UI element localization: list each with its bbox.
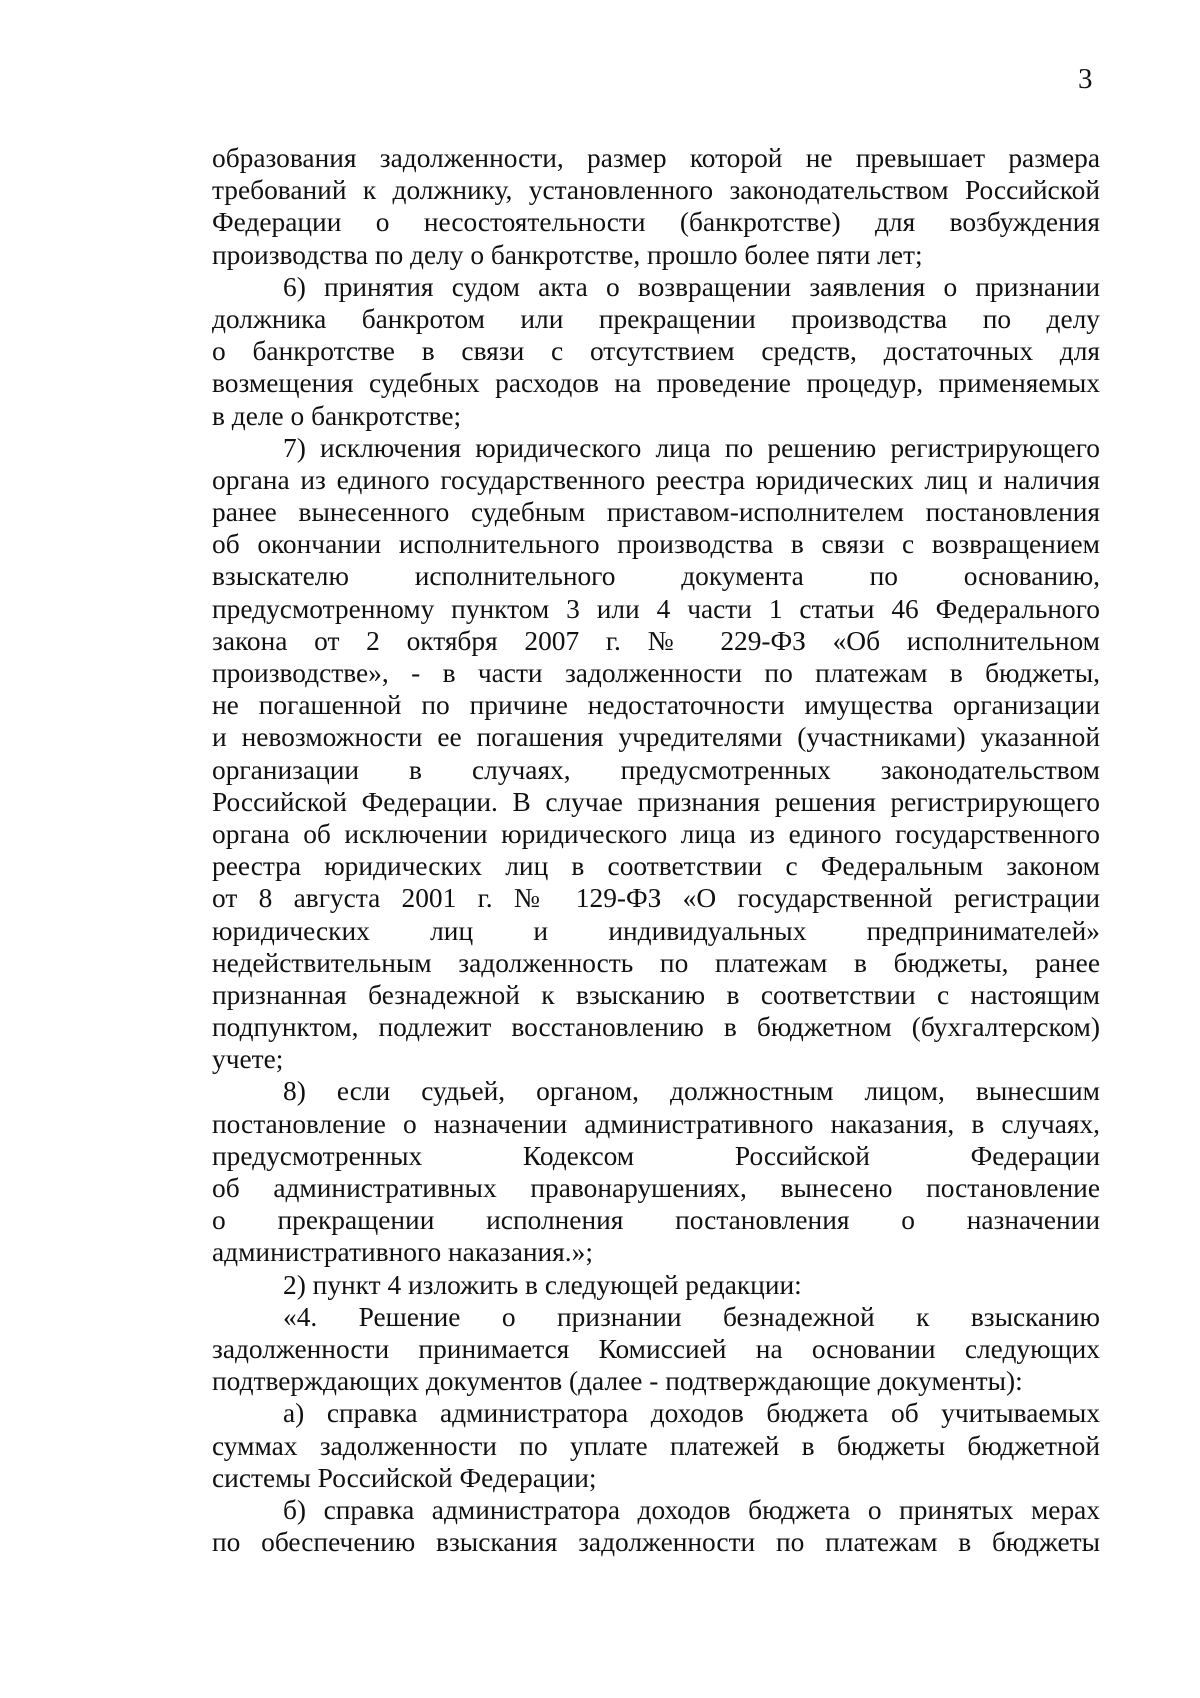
text-line: об окончании исполнительного производства в связи с возвращением	[212, 529, 1100, 560]
text-line: системы Российской Федерации;	[212, 1462, 597, 1493]
text-line: юридических лиц и индивидуальных предпринимателей»	[212, 915, 1100, 946]
text-line: возмещения судебных расходов на проведение процедур, применяемых	[212, 368, 1100, 399]
text-line: недействительным задолженность по платежам в бюджеты, ранее	[212, 947, 1100, 978]
text-line: органа об исключении юридического лица из единого государственного	[212, 818, 1100, 849]
document-body	[212, 142, 1100, 1558]
text-line: 7) исключения юридического лица по решению регистрирующего	[283, 432, 1100, 463]
paragraph	[212, 1075, 1100, 1268]
text-line: о банкротстве в связи с отсутствием средств, достаточных для	[212, 336, 1100, 367]
text-line: производстве», - в части задолженности по платежам в бюджеты,	[212, 658, 1100, 688]
text-line: предусмотренных Кодексом Российской Федерации	[212, 1140, 1100, 1171]
text-line: о прекращении исполнения постановления о назначении	[212, 1205, 1100, 1236]
paragraph	[212, 1397, 1100, 1494]
text-line: подпунктом, подлежит восстановлению в бюджетном (бухгалтерском)	[212, 1012, 1100, 1043]
text-line: организации в случаях, предусмотренных законодательством	[212, 754, 1100, 785]
text-line: органа из единого государственного реестра юридических лиц и наличия	[212, 464, 1100, 495]
text-line: об административных правонарушениях, вынесено постановление	[212, 1173, 1100, 1203]
paragraph	[212, 142, 1100, 271]
text-line: учете;	[212, 1044, 284, 1075]
text-line: Федерации о несостоятельности (банкротстве) для возбуждения	[212, 207, 1100, 238]
text-line: признанная безнадежной к взысканию в соответствии с настоящим	[212, 979, 1100, 1010]
paragraph	[212, 432, 1100, 1076]
text-line: должника банкротом или прекращении производства по делу	[212, 303, 1100, 334]
paragraph	[212, 1269, 1100, 1301]
text-line: в деле о банкротстве;	[212, 400, 462, 431]
text-line: по обеспечению взыскания задолженности по платежам в бюджеты	[212, 1527, 1100, 1558]
text-line: взыскателю исполнительного документа по основанию,	[212, 561, 1100, 592]
text-line: производства по делу о банкротстве, прошло более пяти лет;	[212, 239, 923, 270]
text-line: требований к должнику, установленного законодательством Российской	[212, 175, 1100, 206]
text-line: реестра юридических лиц в соответствии с Федеральным законом	[212, 851, 1100, 882]
text-line: подтверждающих документов (далее - подтверждающие документы):	[212, 1366, 1023, 1397]
text-line: предусмотренному пунктом 3 или 4 части 1 статьи 46 Федерального	[212, 593, 1100, 624]
text-line: образования задолженности, размер которой не превышает размера	[212, 143, 1100, 173]
text-line: Российской Федерации. В случае признания решения регистрирующего	[212, 786, 1100, 817]
text-line: закона от 2 октября 2007 г. № 229-ФЗ «Об исполнительном	[212, 625, 1100, 656]
text-line: суммах задолженности по уплате платежей в бюджеты бюджетной	[212, 1430, 1100, 1461]
paragraph	[212, 1301, 1100, 1398]
text-line: 8) если судьей, органом, должностным лицом, вынесшим	[283, 1076, 1100, 1107]
text-line: б) справка администратора доходов бюджета о принятых мерах	[283, 1494, 1100, 1525]
text-line: задолженности принимается Комиссией на основании следующих	[212, 1333, 1100, 1364]
text-line: 6) принятия судом акта о возвращении заявления о признании	[283, 271, 1100, 302]
paragraph	[212, 271, 1100, 432]
text-line: не погашенной по причине недостаточности имущества организации	[212, 690, 1100, 721]
page-number: 3	[1078, 63, 1093, 95]
text-line: постановление о назначении административного наказания, в случаях,	[212, 1108, 1100, 1139]
text-line: и невозможности ее погашения учредителями (участниками) указанной	[212, 722, 1100, 753]
paragraph	[212, 1494, 1100, 1558]
text-line: а) справка администратора доходов бюджета об учитываемых	[283, 1398, 1100, 1429]
text-line: ранее вынесенного судебным приставом-исполнителем постановления	[212, 497, 1100, 528]
text-line: «4. Решение о признании безнадежной к взысканию	[283, 1301, 1100, 1332]
text-line: от 8 августа 2001 г. № 129-ФЗ «О государственной регистрации	[212, 883, 1100, 914]
text-line: административного наказания.»;	[212, 1237, 593, 1268]
text-line: 2) пункт 4 изложить в следующей редакции:	[283, 1269, 802, 1300]
